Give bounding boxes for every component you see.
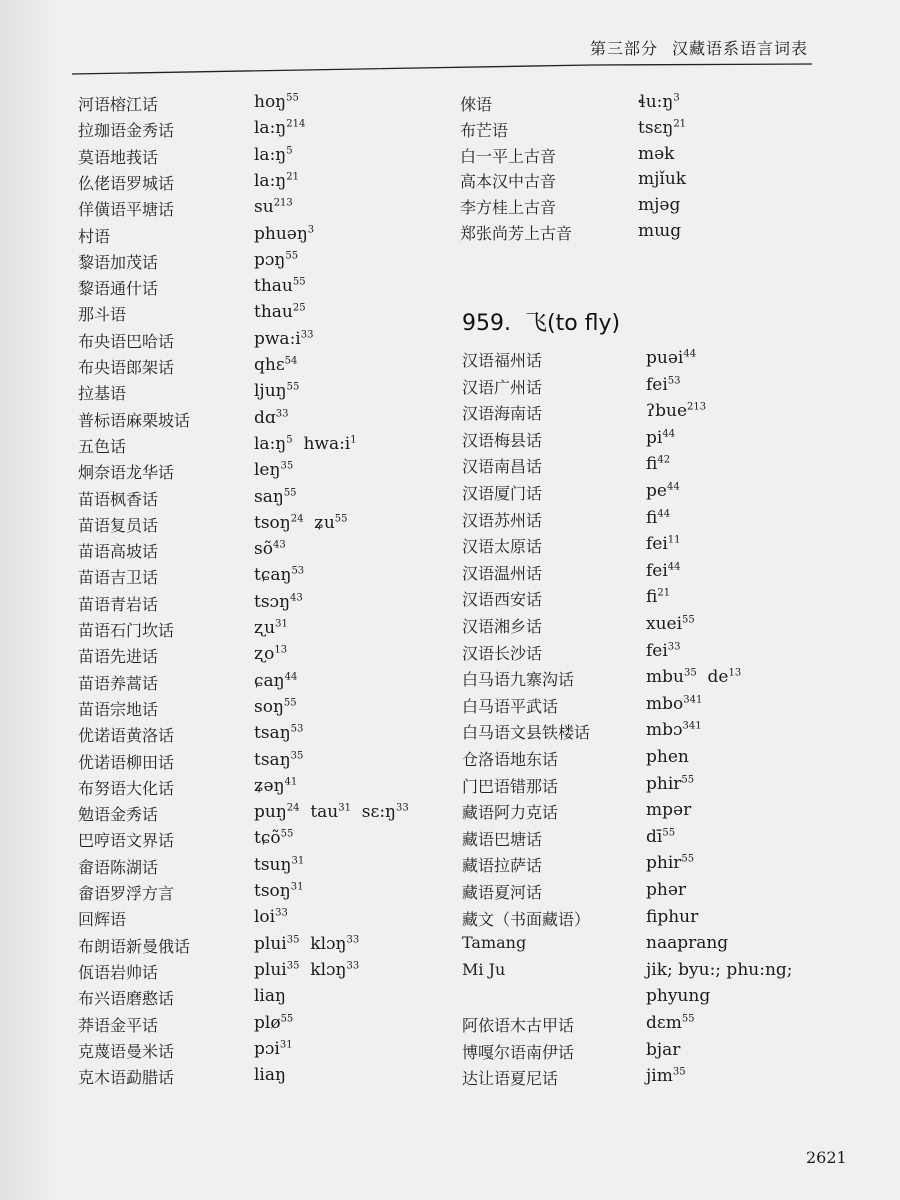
tone-mark: 55 (681, 773, 695, 785)
word-form: phir$^{55}$ (646, 773, 695, 794)
word-form: dɛm$^{55}$ (646, 1013, 695, 1033)
language-name: 汉语湘乡话 (462, 617, 543, 636)
language-name: 白马语九寨沟话 (462, 670, 575, 690)
word-form: saŋ$^{55}$ (254, 486, 297, 507)
tone-mark: 44 (683, 348, 697, 360)
entry-row (78, 250, 298, 273)
word-form: hoŋ$^{55}$ (254, 92, 299, 112)
tone-mark: 44 (666, 481, 680, 493)
language-name: 苗语石门坎话 (78, 621, 175, 640)
entry-row (460, 195, 680, 218)
entry-row (78, 408, 289, 431)
word-form: bjar (646, 1039, 681, 1060)
language-name: 仓洛语地东话 (462, 750, 559, 769)
language-name: Mi Ju (462, 959, 506, 979)
word-form: puŋ$^{24}$ tau$^{31}$ $sɛ:ŋ^{33}$ (254, 802, 409, 823)
language-name: 五色话 (78, 436, 127, 456)
language-name: 高本汉中古音 (460, 172, 557, 192)
word-form: dɑ$^{33}$ (254, 407, 289, 428)
word-form: leŋ$^{35}$ (254, 460, 294, 481)
entry-row (462, 880, 686, 903)
word-form: fei$^{44}$ (646, 560, 681, 581)
word-form: $pwa:i^{33}$ (254, 328, 314, 349)
tone-mark: 55 (292, 276, 306, 288)
language-name: 汉语海南话 (462, 404, 543, 424)
tone-mark: 55 (286, 381, 300, 393)
tone-mark: 44 (667, 561, 681, 573)
language-name: 布朗语新曼俄话 (78, 936, 191, 956)
language-name: 仫佬语罗城话 (78, 173, 175, 193)
entry-row (462, 641, 681, 664)
tone-mark: 35 (290, 749, 304, 761)
entry-row (462, 508, 670, 531)
entry-row (78, 197, 293, 220)
word-form: thau$^{55}$ (254, 276, 306, 297)
word-form: tsoŋ$^{31}$ (254, 881, 304, 901)
language-name: 佯僙语平塘话 (78, 200, 175, 220)
page-shadow (0, 0, 60, 1200)
entry-row (78, 565, 304, 588)
tone-mark: 33 (667, 640, 681, 652)
entry-row (462, 401, 706, 424)
section-gloss: (to fly) (547, 311, 621, 336)
tone-mark: 3 (673, 92, 680, 104)
entry-row (78, 381, 299, 404)
language-name: 布央语郎架话 (78, 358, 175, 377)
word-form: xuei$^{55}$ (646, 614, 695, 634)
entry-row (78, 671, 297, 694)
word-form: $pe^{44}$ (646, 481, 680, 501)
language-name: 阿依语木古甲话 (462, 1016, 575, 1035)
word-form: mjəg (638, 195, 681, 216)
entry-row (78, 618, 288, 641)
entry-row (460, 92, 680, 115)
word-form: $pi^{44}$ (646, 427, 676, 448)
header-title: 汉藏语系语言词表 (671, 39, 808, 58)
entry-row (460, 144, 674, 167)
language-name: 博嘎尔语南伊话 (462, 1042, 575, 1062)
word-form: ʑəŋ$^{41}$ (254, 775, 298, 796)
tone-mark: 13 (728, 667, 742, 679)
tone-mark: 213 (687, 401, 707, 413)
word-form: ɕaŋ$^{44}$ (254, 670, 298, 691)
word-form: tsoŋ$^{24}$ ʑu$^{55}$ (254, 512, 348, 533)
entry-row (462, 614, 695, 637)
word-form: mbu$^{35}$ $de^{13}$ (646, 667, 742, 688)
section-number: 959. (462, 311, 511, 336)
entry-row (78, 644, 287, 667)
word-form: mɯg (638, 221, 682, 241)
tone-mark: 33 (396, 802, 409, 814)
language-name: 莫语地莪话 (78, 147, 159, 167)
entry-row (462, 774, 694, 797)
entry-row (462, 534, 681, 557)
entry-row (462, 375, 681, 398)
word-form: $fi^{21}$ (646, 587, 671, 608)
entry-row (78, 723, 303, 746)
tone-mark: 341 (682, 720, 702, 732)
word-form: mbo$^{341}$ (646, 693, 703, 714)
word-form: $su^{213}$ (254, 197, 293, 218)
language-name: 白马语文县铁楼话 (462, 723, 591, 743)
entry-row (78, 302, 306, 325)
tone-mark: 44 (662, 428, 676, 440)
language-name: 汉语苏州话 (462, 510, 543, 530)
language-name: 克蔑语曼米话 (78, 1041, 175, 1061)
word-form: $la:ŋ^{214}$ (254, 118, 306, 139)
word-form: phuəŋ$^3$ (254, 223, 315, 244)
entry-row (78, 592, 303, 615)
language-name: 巴哼语文界话 (78, 831, 175, 851)
tone-mark: 55 (286, 92, 299, 104)
tone-mark: 33 (275, 407, 289, 419)
language-name: 汉语南昌话 (462, 457, 543, 477)
entry-row (78, 487, 297, 510)
word-form: thau$^{25}$ (254, 302, 306, 323)
entry-row (78, 1065, 286, 1088)
tone-mark: 33 (346, 933, 360, 945)
entry-row (462, 853, 694, 876)
entry-row (78, 960, 359, 983)
entry-row (78, 224, 314, 247)
entry-row (462, 428, 675, 451)
tone-mark: 55 (283, 486, 297, 498)
language-name: 布兴语磨憨话 (78, 989, 175, 1009)
word-form: ljuŋ$^{55}$ (254, 381, 300, 402)
tone-mark: 35 (286, 960, 300, 972)
section-heading (462, 306, 620, 337)
entry-row (462, 960, 793, 980)
entry-row (462, 827, 675, 850)
language-name: 苗语先进话 (78, 647, 159, 667)
tone-mark: 35 (280, 460, 294, 472)
entry-row (462, 1066, 686, 1089)
language-name: 普标语麻栗坡话 (78, 410, 191, 430)
word-form: fei$^{53}$ (646, 374, 681, 395)
entry-row (78, 697, 297, 720)
tone-mark: 41 (284, 776, 298, 788)
entry-row (78, 118, 305, 141)
language-name: 那斗语 (78, 305, 127, 325)
entry-row (78, 907, 288, 930)
language-name: 黎语通什话 (78, 279, 159, 299)
language-name: 苗语复员话 (78, 515, 159, 535)
tone-mark: 31 (275, 618, 288, 630)
word-form: $fi^{44}$ (646, 507, 671, 528)
tone-mark: 53 (291, 565, 305, 577)
word-form: $sõ^{43}$ (254, 539, 286, 560)
tone-mark: 31 (290, 881, 304, 893)
language-name: 布努语大化话 (78, 778, 175, 798)
word-form: jik; byu:; phu:ng; (646, 959, 793, 980)
language-name: 苗语高坡话 (78, 542, 159, 562)
word-form: tɕõ$^{55}$ (254, 828, 294, 849)
word-form: mjǐuk (638, 169, 687, 190)
entry-row (462, 986, 710, 1006)
language-name: 畲语陈湖话 (78, 857, 159, 877)
language-name: 李方桂上古音 (460, 198, 557, 218)
language-name: 布央语巴哈话 (78, 331, 175, 351)
tone-mark: 214 (286, 118, 306, 130)
word-form: tsuŋ$^{31}$ (254, 854, 305, 875)
entry-row (462, 587, 670, 610)
language-name: 炯奈语龙华话 (78, 463, 175, 483)
word-form: plø$^{55}$ (254, 1012, 294, 1033)
entry-row (78, 513, 348, 536)
tone-mark: 55 (280, 828, 294, 840)
header-part: 第三部分 (589, 39, 658, 58)
language-name: 汉语温州话 (462, 563, 543, 583)
language-name: 藏语拉萨话 (462, 856, 543, 876)
entry-row (78, 539, 286, 562)
word-form: ʐo$^{13}$ (254, 644, 288, 665)
tone-mark: 55 (283, 697, 297, 709)
word-form: $dī^{55}$ (646, 826, 676, 847)
header-rule (72, 63, 812, 75)
running-header (590, 36, 808, 59)
word-form: puəi$^{44}$ (646, 348, 697, 368)
entry-row (462, 800, 691, 823)
language-name: 拉珈语金秀话 (78, 121, 175, 141)
word-form: pɔi$^{31}$ (254, 1038, 293, 1059)
tone-mark: 55 (334, 513, 348, 525)
entry-row (78, 92, 299, 115)
word-form: phir$^{55}$ (646, 853, 695, 874)
language-name: 藏语巴塘话 (462, 829, 543, 849)
word-form: pɔŋ$^{55}$ (254, 249, 299, 270)
tone-mark: 44 (657, 507, 671, 519)
tone-mark: 31 (338, 802, 351, 814)
word-form: phen (646, 747, 689, 767)
word-form: $la:ŋ^5$ $hwa:i^1$ (254, 433, 357, 454)
entry-row (460, 221, 681, 244)
language-name: 回辉语 (78, 910, 127, 930)
entry-row (78, 276, 306, 299)
tone-mark: 55 (662, 827, 676, 839)
tone-mark: 33 (346, 960, 360, 972)
entry-row (462, 348, 696, 371)
word-form: tsaŋ$^{35}$ (254, 749, 304, 770)
language-name: 门巴语错那话 (462, 776, 559, 796)
tone-mark: 5 (286, 434, 293, 446)
entry-row (462, 694, 702, 717)
language-name: 黎语加茂话 (78, 252, 159, 272)
tone-mark: 11 (667, 534, 681, 546)
entry-row (460, 118, 686, 141)
language-name: 苗语吉卫话 (78, 568, 159, 588)
word-form: qhɛ$^{54}$ (254, 355, 298, 375)
word-form: tsaŋ$^{53}$ (254, 723, 304, 744)
tone-mark: 55 (285, 250, 299, 262)
tone-mark: 31 (291, 855, 305, 867)
word-form: plui$^{35}$ klɔŋ$^{33}$ (254, 933, 360, 954)
language-name: 莽语金平话 (78, 1015, 159, 1035)
entry-row (78, 750, 303, 773)
word-form: ʐu$^{31}$ (254, 618, 288, 638)
language-name: 汉语太原话 (462, 537, 543, 557)
entry-row (462, 933, 728, 953)
entry-row (462, 747, 689, 770)
tone-mark: 5 (286, 144, 293, 156)
language-name: 佤语岩帅话 (78, 962, 159, 982)
entry-row (462, 561, 681, 584)
entry-row (78, 776, 297, 799)
language-name: 畲语罗浮方言 (78, 884, 175, 903)
entry-row (78, 802, 409, 825)
entry-row (462, 454, 670, 477)
word-form: $la:ŋ^{21}$ (254, 170, 299, 191)
tone-mark: 24 (290, 513, 304, 525)
language-name: 汉语梅县话 (462, 430, 543, 450)
word-form: liaŋ (254, 986, 286, 1007)
tone-mark: 42 (657, 454, 671, 466)
tone-mark: 54 (284, 355, 298, 367)
entry-row (462, 720, 702, 743)
word-form: tsɔŋ$^{43}$ (254, 591, 303, 612)
tone-mark: 31 (279, 1039, 293, 1051)
entry-row (78, 986, 286, 1009)
language-name: 达让语夏尼话 (462, 1069, 559, 1089)
word-form: soŋ$^{55}$ (254, 696, 297, 717)
tone-mark: 33 (300, 329, 314, 341)
entry-row (78, 145, 293, 168)
entry-row (462, 907, 698, 930)
tone-mark: 55 (280, 1012, 294, 1024)
entry-row (78, 460, 293, 483)
language-name: 汉语厦门话 (462, 484, 543, 503)
word-form: $la:ŋ^5$ (254, 144, 293, 165)
word-form: jim$^{35}$ (646, 1066, 686, 1087)
entry-row (462, 1040, 680, 1063)
entry-row (78, 1039, 293, 1062)
tone-mark: 35 (672, 1066, 686, 1078)
tone-mark: 21 (673, 118, 687, 130)
language-name: 藏语夏河话 (462, 883, 543, 902)
word-form: fei$^{11}$ (646, 534, 681, 555)
word-form: mək (638, 143, 675, 164)
word-form: phər (646, 880, 687, 900)
tone-mark: 341 (683, 694, 703, 706)
tone-mark: 43 (272, 539, 286, 551)
entry-row (78, 855, 304, 878)
tone-mark: 3 (307, 223, 315, 235)
word-form: fiphur (646, 906, 699, 927)
language-name: 汉语福州话 (462, 351, 543, 370)
language-name: 优诺语黄洛话 (78, 726, 175, 746)
tone-mark: 21 (286, 171, 299, 183)
word-form: liaŋ (254, 1065, 286, 1086)
entry-row (78, 828, 293, 851)
word-form: phyung (646, 986, 711, 1007)
tone-mark: 24 (286, 802, 300, 814)
word-form: plui$^{35}$ klɔŋ$^{33}$ (254, 959, 360, 980)
language-name: 汉语广州话 (462, 377, 543, 397)
tone-mark: 55 (681, 1013, 695, 1025)
language-name: 汉语西安话 (462, 590, 543, 610)
language-name: 倈语 (460, 95, 493, 114)
language-name: 苗语枫香话 (78, 489, 159, 509)
language-name: 苗语养蒿话 (78, 673, 159, 693)
entry-row (78, 355, 297, 378)
language-name: 拉基语 (78, 384, 127, 404)
entry-row (78, 934, 359, 957)
tone-mark: 1 (350, 434, 357, 446)
entry-row (78, 1013, 293, 1036)
language-name: 勉语金秀话 (78, 805, 159, 825)
tone-mark: 21 (657, 587, 671, 599)
word-form: tsɛŋ$^{21}$ (638, 117, 687, 138)
tone-mark: 13 (274, 644, 288, 656)
language-name: Tamang (462, 933, 527, 953)
entry-row (462, 481, 680, 504)
language-name: 郑张尚芳上古音 (460, 224, 573, 243)
tone-mark: 43 (290, 592, 303, 604)
language-name: 藏文（书面藏语） (462, 909, 591, 929)
language-name: 白马语平武话 (462, 696, 559, 716)
entry-row (462, 667, 741, 690)
language-name: 村语 (78, 226, 111, 246)
word-form: mbɔ$^{341}$ (646, 720, 702, 741)
entry-row (78, 434, 357, 457)
language-name: 苗语青岩话 (78, 594, 159, 614)
section-char: 飞 (524, 311, 547, 336)
word-form: tɕaŋ$^{53}$ (254, 565, 305, 586)
language-name: 苗语宗地话 (78, 699, 159, 719)
tone-mark: 213 (273, 197, 293, 209)
word-form: ʔbue$^{213}$ (646, 401, 707, 422)
tone-mark: 35 (286, 933, 300, 945)
tone-mark: 44 (284, 670, 298, 682)
word-form: $fi^{42}$ (646, 454, 671, 475)
tone-mark: 35 (683, 667, 697, 679)
entry-row (78, 329, 313, 352)
word-form: naaprang (646, 933, 729, 954)
word-form: fei$^{33}$ (646, 640, 681, 661)
entry-row (78, 171, 299, 194)
word-form: mpər (646, 800, 692, 821)
entry-row (460, 169, 686, 192)
tone-mark: 53 (290, 723, 304, 735)
tone-mark: 55 (682, 614, 695, 626)
language-name: 白一平上古音 (460, 146, 557, 166)
tone-mark: 53 (667, 374, 681, 386)
language-name: 优诺语柳田话 (78, 752, 175, 772)
language-name: 藏语阿力克话 (462, 803, 559, 823)
language-name: 布芒语 (460, 120, 509, 140)
language-name: 克木语勐腊话 (78, 1068, 175, 1088)
tone-mark: 25 (292, 302, 306, 314)
tone-mark: 55 (681, 853, 695, 865)
language-name: 汉语长沙话 (462, 643, 543, 663)
word-form: loi$^{33}$ (254, 907, 288, 928)
entry-row (462, 1013, 695, 1036)
tone-mark: 33 (275, 907, 288, 919)
entry-row (78, 881, 303, 904)
page-number: 2621 (806, 1148, 847, 1167)
word-form: $ɬu:ŋ^3$ (638, 92, 680, 112)
language-name: 河语榕江话 (78, 95, 159, 114)
